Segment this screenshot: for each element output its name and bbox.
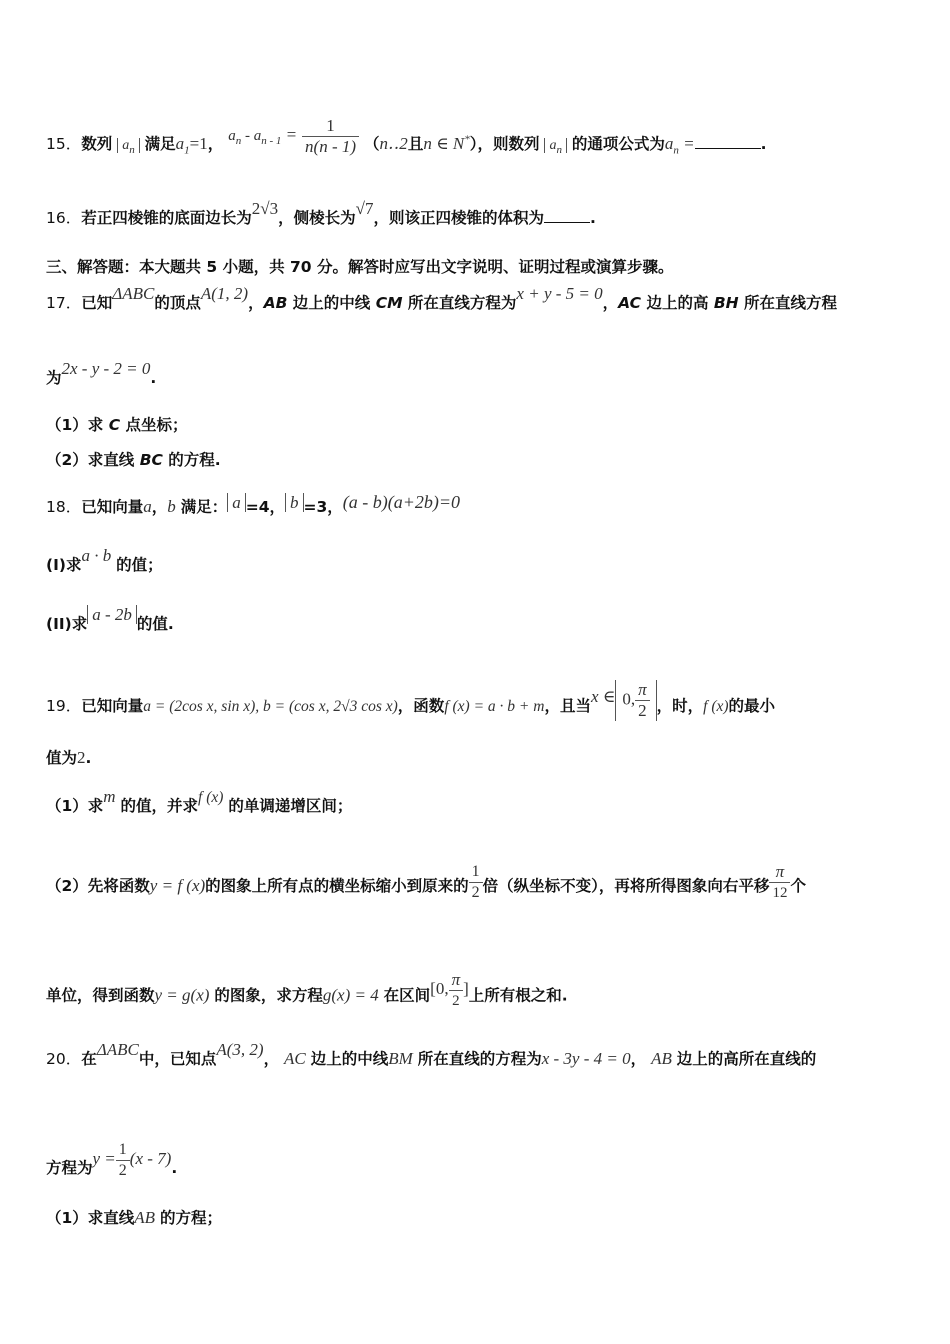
x-minus-7: (x - 7) xyxy=(129,1149,172,1168)
side-ab: AB xyxy=(134,1208,156,1227)
fx: f (x) xyxy=(703,698,729,715)
abs-b: b xyxy=(285,493,304,512)
y-eq: y = xyxy=(92,1149,116,1168)
q18-part1: (I)求a · b 的值； xyxy=(46,546,163,574)
q17-line xyxy=(46,284,838,314)
q20-text: 方程为 xyxy=(46,1159,93,1177)
q16-text: 若正四棱锥的底面边长为 xyxy=(81,209,252,227)
q16-text: ，则该正四棱锥的体积为 xyxy=(373,209,544,227)
q17-text: 为 xyxy=(46,369,62,387)
abs-a: a xyxy=(227,493,246,512)
fx: f (x) xyxy=(198,789,224,806)
q15-line xyxy=(46,116,767,165)
q20-text: . xyxy=(171,1159,178,1177)
q18-text: =3， xyxy=(303,498,343,516)
q15-text: 的通项公式为 xyxy=(571,135,665,153)
y-gx: y = g(x) xyxy=(154,985,210,1005)
recurrence: $a_n - a_{n - 1}$ = xyxy=(228,125,298,147)
seq-an: $a_n$ xyxy=(117,138,140,153)
q15-text: 数列 xyxy=(81,135,113,153)
point-a-20: A(3, 2) xyxy=(216,1040,264,1059)
triangle: ΔABC xyxy=(112,284,155,303)
frac-half: $\frac{1}{2}$ xyxy=(469,862,483,903)
q15-number: 15． xyxy=(46,135,82,153)
q20-number: 20． xyxy=(46,1050,82,1068)
q16-line xyxy=(46,199,596,229)
vectors-19: a = (2cos x, sin x), b = (cos x, 2√3 cos x) xyxy=(143,698,398,715)
q19-line-2 xyxy=(46,747,91,769)
q17-text: AB xyxy=(263,294,288,312)
q19-text: 值为 xyxy=(46,749,78,767)
min-value: 2 xyxy=(77,748,86,767)
q20-text: ， xyxy=(263,1050,280,1068)
answer-blank[interactable] xyxy=(695,136,761,149)
q15-text: ， xyxy=(207,135,224,153)
q17-text: CM xyxy=(375,294,403,312)
answer-an: $a_n$ = xyxy=(664,134,695,157)
seq-an-2: $a_n$ xyxy=(544,138,567,153)
q19-text: . xyxy=(85,749,92,767)
q18-text: 满足： xyxy=(180,498,228,516)
param-m: m xyxy=(103,787,116,806)
q15-text: 且 xyxy=(407,135,424,153)
point-a: A(1, 2) xyxy=(200,284,249,303)
abs-a-2b: a - 2b xyxy=(87,605,137,624)
interval-19: 0, $\frac{\pi}{2}$ xyxy=(615,680,656,721)
a-dot-b: a · b xyxy=(81,546,112,565)
frac-half-20: $\frac{1}{2}$ xyxy=(116,1140,130,1181)
frac-pi12: $\frac{\pi}{12}$ xyxy=(769,862,790,903)
q15-text: 满足 xyxy=(144,135,176,153)
y-fx: y = f (x) xyxy=(149,876,206,895)
side-ac: AC xyxy=(284,1049,306,1068)
a1-value: =1 xyxy=(189,134,208,153)
line-bh: 2x - y - 2 = 0 xyxy=(61,359,151,378)
lateral-edge: √7 xyxy=(355,199,374,218)
q18-text: 已知向量 xyxy=(81,498,144,516)
q19-line xyxy=(46,680,776,727)
triangle-20: ΔABC xyxy=(96,1040,139,1059)
q20-text: 中，已知点 xyxy=(138,1050,217,1068)
a1-eq: $a_1$ xyxy=(175,134,190,157)
q17-text: 所在直线方程 xyxy=(738,294,838,312)
q19-part1: （1）求m 的值，并求f (x) 的单调递增区间； xyxy=(46,787,353,815)
q19-number: 19． xyxy=(46,697,82,715)
q18-condition: (a - b)(a+2b)=0 xyxy=(342,492,461,512)
q20-text: 在 xyxy=(81,1050,97,1068)
q16-text: . xyxy=(589,209,596,227)
q17-text: 的顶点 xyxy=(154,294,201,312)
q15-text: ），则数列 xyxy=(469,135,540,153)
q16-number: 16． xyxy=(46,209,82,227)
q17-text: ， xyxy=(248,294,264,312)
q18-number: 18． xyxy=(46,498,82,516)
q19-text: 已知向量 xyxy=(81,697,144,715)
q19-text: ，时， xyxy=(656,697,704,715)
q15-text: . xyxy=(760,135,767,153)
q18-text: =4， xyxy=(245,498,285,516)
q17-number: 17． xyxy=(46,294,82,312)
q17-text: 边上的高 xyxy=(641,294,714,312)
q17-text: AC xyxy=(618,294,642,312)
interval-3: [0, $\frac{\pi}{2}$ ] xyxy=(430,970,469,1009)
q17-part1: （1）求 C 点坐标； xyxy=(46,416,188,434)
q20-line-2 xyxy=(46,1141,178,1189)
base-edge: 2√3 xyxy=(251,199,279,218)
vector-a: a xyxy=(143,497,152,516)
vector-b: b xyxy=(167,497,176,516)
x-in: x ∈ xyxy=(590,687,616,706)
q20-text: 边上的中线 xyxy=(310,1050,389,1068)
section-heading: 三、解答题：本大题共 5 小题，共 70 分。解答时应写出文字说明、证明过程或演算步骤。 xyxy=(46,258,674,276)
q18-line xyxy=(46,492,461,518)
q17-text: 已知 xyxy=(81,294,113,312)
q18-text: ， xyxy=(151,498,168,516)
q17-text: . xyxy=(150,369,157,387)
frac-q15: $\frac{1}{n(n - 1)}$ xyxy=(302,116,359,157)
q17-line-2 xyxy=(46,359,157,389)
q15-text: （ xyxy=(363,135,380,153)
q15-cond: n‥2 xyxy=(379,134,408,153)
median-bm: BM xyxy=(388,1049,413,1068)
q19-part2: （2）先将函数y = f (x)的图象上所有点的横坐标缩小到原来的 $\frac{1}{2}$ 倍（纵坐标不变），再将所得图象向右平移 $\frac{\pi}{12}$ 个 xyxy=(46,862,806,901)
q19-text: ，且当 xyxy=(544,697,591,715)
func-19: f (x) = a · b + m xyxy=(444,698,545,715)
q17-part2: （2）求直线 BC 的方程. xyxy=(46,451,221,469)
q20-text: ， xyxy=(630,1050,647,1068)
g-eq-4: g(x) = 4 xyxy=(322,985,379,1005)
q19-text: ，函数 xyxy=(397,697,445,715)
q15-set: n ∈ N* xyxy=(423,133,470,153)
q19-text: 的最小 xyxy=(728,697,776,715)
answer-blank[interactable] xyxy=(544,210,590,223)
q17-text: 所在直线方程为 xyxy=(402,294,517,312)
line-cm: x + y - 5 = 0 xyxy=(516,284,603,303)
q20-part1: （1）求直线AB 的方程； xyxy=(46,1208,223,1227)
side-ab: AB xyxy=(651,1049,672,1068)
q17-text: BH xyxy=(713,294,739,312)
q20-text: 边上的高所在直线的 xyxy=(676,1050,817,1068)
q20-text: 所在直线的方程为 xyxy=(417,1050,542,1068)
q17-text: 边上的中线 xyxy=(287,294,376,312)
line-bm: x - 3y - 4 = 0 xyxy=(541,1049,631,1068)
q20-line xyxy=(46,1040,817,1070)
q16-text: ，侧棱长为 xyxy=(278,209,356,227)
q18-part2: (II)求 a - 2b 的值. xyxy=(46,605,174,633)
q19-part2-cont: 单位，得到函数y = g(x) 的图象，求方程g(x) = 4 在区间[0, $\frac{\pi}{2}$ ]上所有根之和. xyxy=(46,970,568,1009)
q17-text: ， xyxy=(602,294,619,312)
